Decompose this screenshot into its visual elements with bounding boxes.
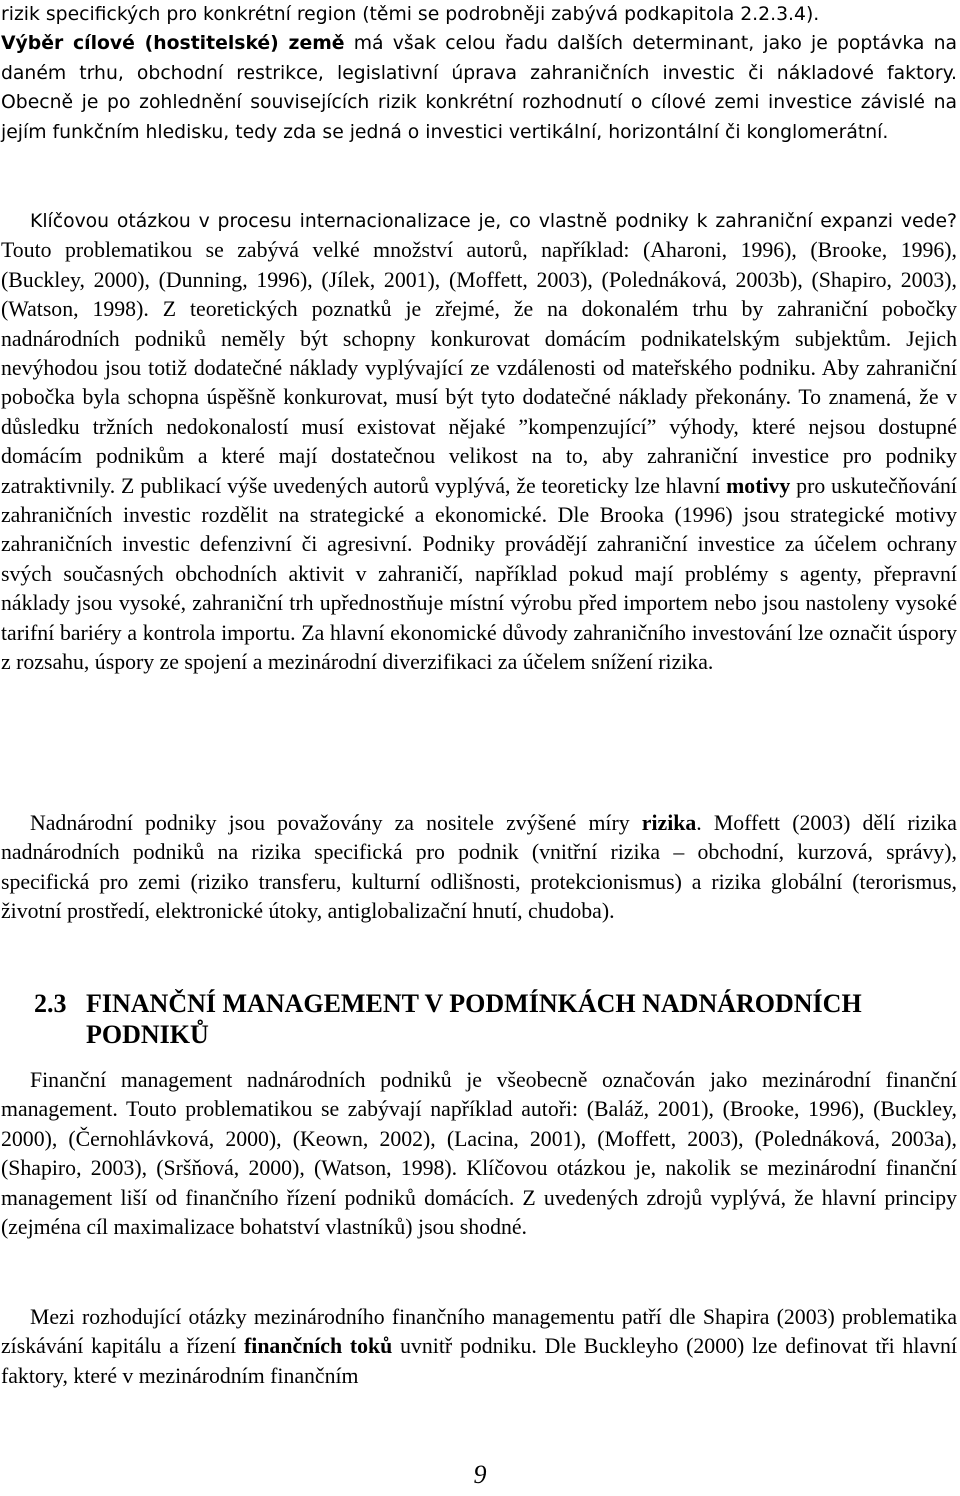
- paragraph-financial-flows: [1, 1303, 957, 1391]
- paragraph-internationalization: [1, 206, 957, 678]
- text-run-sans: Klíčovou otázkou v procesu internacionalizace je, co vlastně podniky k zahraniční expanzi vede?: [30, 211, 957, 232]
- section-heading: FINANČNÍ MANAGEMENT V PODMÍNKÁCH NADNÁRODNÍCH PODNIKŮ: [86, 989, 862, 1049]
- text-run: Finanční management nadnárodních podniků je všeobecně označován jako mezinárodní finanční management. Touto problematikou se zabývají například autoři: (Baláž, 2001), (Brooke, 1996), (Buckley, 2000), (Černohlávková, 2000), (Keown, 2002), (Lacina, 2001), (Moffett, 2003), (Polednáková, 2003a), (Shapiro, 2003), (Sršňová, 2000), (Watson, 1998). Klíčovou otázkou je, nakolik se mezinárodní finanční management liší od finančního řízení podniků domácích. Z uvedených zdrojů vyplývá, že hlavní principy (zejména cíl maximalizace bohatství vlastníků) jsou shodné.: [1, 1068, 957, 1240]
- text-run: Mezi rozhodující otázky mezinárodního finančního managementu patří dle Shapira (2003) problematika získávání kapitálu a řízení: [1, 1305, 957, 1359]
- text-run: . Moffett (2003) dělí rizika nadnárodních podniků na rizika specifická pro podnik (vnitřní rizika – obchodní, kurzová, správy), specifická pro zemi (riziko transferu, kulturní odlišnosti, protekcionismus) a rizika globální (terorismus, životní prostředí, elektronické útoky, antiglobalizační hnutí, chudoba).: [1, 811, 957, 924]
- paragraph-host-country: [1, 0, 957, 147]
- page-number: 9: [473, 1460, 487, 1489]
- text-run: má však celou řadu dalších determinant, jako je poptávka na daném trhu, obchodní restrikce, legislativní úprava zahraničních investic či nákladové faktory. Obecně je po zohlednění souvisejících rizik konkrétní rozhodnutí o cílové zemi investice závislé na jejím funkčním hledisku, tedy zda se jedná o investici vertikální, horizontální či konglomerátní.: [1, 33, 957, 143]
- text-run: pro uskutečňování zahraničních investic rozdělit na strategické a ekonomické. Dle Brooka (1996) jsou strategické motivy zahraničních investic defenzivní či agresivní. Podniky provádějí zahraniční investice za účelem ochrany svých současných obchodních aktivit v zahraničí, například pokud mají problémy s agenty, přepravní náklady jsou vysoké, zahraniční trh upřednostňuje místní výrobu před importem nebo jsou nastoleny vysoké tarifní bariéry a kontrola importu. Za hlavní ekonomické důvody zahraničního investování lze označit úspory z rozsahu, úspory ze spojení a mezinárodní diverzifikaci za účelem snížení rizika.: [1, 473, 957, 675]
- bold-term-motives: motivy: [726, 473, 791, 498]
- paragraph-risks: [1, 809, 957, 927]
- section-number: 2.3: [34, 989, 67, 1018]
- text-run: Touto problematikou se zabývá velké množství autorů, například: (Aharoni, 1996), (Brooke, 1996), (Buckley, 2000), (Dunning, 1996), (Jílek, 2001), (Moffett, 2003), (Polednáková, 2003b), (Shapiro, 2003), (Watson, 1998). Z teoretických poznatků je zřejmé, že na dokonalém trhu by zahraniční pobočky nadnárodních podniků neměly být schopny konkurovat domácím podnikatelským subjektům. Jejich nevýhodou jsou totiž dodatečné náklady vyplývající ze vzdálenosti od mateřského podniku. Aby zahraniční pobočka byla schopna úspěšně konkurovat, musí být tyto dodatečné náklady překonány. To znamená, že v důsledku tržních nedokonalostí musí existovat nějaké ”kompenzující” výhody, které nejsou dostupné domácím podnikům a které mají dostatečnou velikost na to, aby zahraniční investice pro podniky zatraktivnily. Z publikací výše uvedených autorů vyplývá, že teoreticky lze hlavní: [1, 238, 957, 498]
- bold-term-host-country: Výběr cílové (hostitelské) země: [1, 33, 345, 55]
- text-run: uvnitř podniku. Dle Buckleyho (2000) lze definovat tři hlavní faktory, které v mezinárodním finančním: [1, 1334, 957, 1388]
- paragraph-financial-management: [1, 1066, 957, 1242]
- text-run: rizik specifických pro konkrétní region (těmi se podrobněji zabývá podkapitola 2.2.3.4).: [1, 4, 820, 25]
- bold-term-risks: rizika: [641, 811, 697, 835]
- text-run: Nadnárodní podniky jsou považovány za nositele zvýšené míry: [30, 811, 642, 835]
- bold-term-financial-flows: finančních toků: [244, 1334, 393, 1359]
